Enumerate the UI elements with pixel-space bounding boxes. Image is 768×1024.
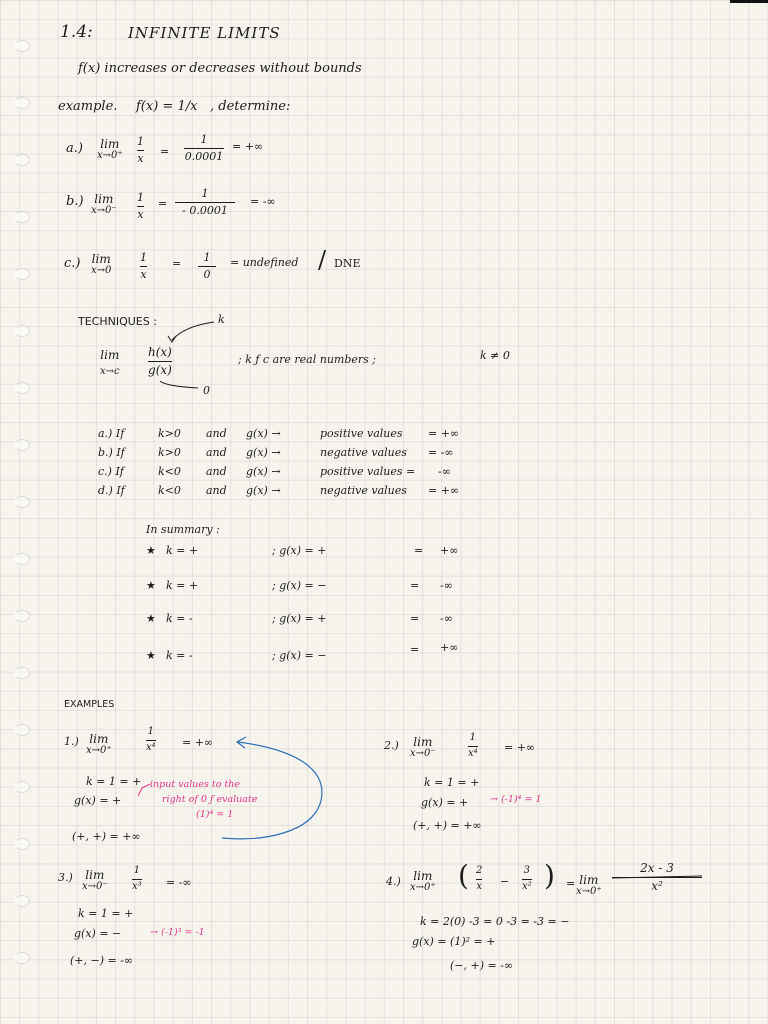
- part-c-slash: /: [318, 246, 327, 274]
- rule-g: g(x) →: [246, 427, 281, 440]
- part-a-fraction-2: 1 0.0001: [184, 133, 224, 163]
- ex4-right-paren: ): [544, 859, 555, 892]
- rule-result: = +∞: [428, 484, 460, 497]
- ex1-note-line2: right of 0 ƒ evaluate: [162, 794, 258, 805]
- example-instruction: , determine:: [210, 99, 291, 114]
- summary-eq: =: [410, 579, 420, 592]
- ex2-pink: → (-1)⁴ = 1: [490, 794, 542, 805]
- ex1-limit: lim x→0⁺: [86, 732, 112, 756]
- ex2-k: k = 1 = +: [424, 776, 480, 789]
- part-a-result: = +∞: [232, 140, 264, 153]
- ex4-signs: (−, +) = -∞: [450, 959, 514, 972]
- example-function: f(x) = 1/x: [136, 99, 198, 114]
- star-icon: ★: [146, 579, 156, 592]
- ex4-label: 4.): [386, 875, 401, 888]
- ex2-result: = +∞: [504, 741, 536, 754]
- part-b-fraction-2: 1 - 0.0001: [175, 188, 235, 216]
- star-icon: ★: [146, 612, 156, 625]
- part-c-fraction: 1 x: [140, 251, 147, 281]
- rule-g: g(x) →: [246, 484, 281, 497]
- ex4-left-paren: (: [458, 859, 469, 892]
- ex3-fraction: 1 x³: [132, 865, 142, 892]
- summary-title: In summary :: [146, 523, 220, 536]
- part-c-result: = undefined: [230, 256, 299, 269]
- ex4-equals: =: [566, 877, 576, 890]
- ex4-fraction-b: 3 x²: [522, 865, 532, 892]
- part-b-limit: lim x→0⁻: [91, 192, 117, 216]
- ex3-limit: lim x→0⁻: [82, 868, 108, 892]
- part-c-dne: DNE: [334, 257, 361, 270]
- part-b-equals: =: [158, 197, 168, 210]
- ex4-g: g(x) = (1)² = +: [412, 935, 496, 948]
- summary-result: +∞: [440, 641, 459, 654]
- summary-g: ; g(x) = −: [272, 649, 327, 662]
- part-b-label: b.): [66, 194, 84, 209]
- summary-k: k = +: [166, 579, 199, 592]
- ex4-limit-2: lim x→0⁺: [576, 873, 602, 897]
- ex4-minus: −: [500, 875, 510, 888]
- ex1-result: = +∞: [182, 736, 214, 749]
- section-number: 1.4:: [60, 22, 93, 42]
- techniques-zero-note: 0: [203, 384, 210, 397]
- ex2-fraction: 1 x⁴: [468, 732, 478, 759]
- rule-desc: positive values: [320, 427, 403, 440]
- rule-g: g(x) →: [246, 446, 281, 459]
- rule-and: and: [206, 484, 227, 497]
- star-icon: ★: [146, 649, 156, 662]
- ex4-fraction-a: 2 x: [476, 865, 483, 892]
- part-c-limit: lim x→0: [91, 252, 112, 276]
- ex2-label: 2.): [384, 739, 399, 752]
- ex3-pink: → (-1)³ = -1: [150, 927, 205, 938]
- ex1-fraction: 1 x⁴: [146, 726, 156, 753]
- techniques-fraction: h(x) g(x): [148, 345, 172, 377]
- summary-eq: =: [410, 643, 420, 656]
- ex2-g: g(x) = +: [421, 796, 469, 809]
- example-label: example.: [58, 99, 118, 114]
- summary-g: ; g(x) = +: [272, 612, 327, 625]
- pink-check-icon: [138, 784, 150, 796]
- page-title: INFINITE LIMITS: [128, 24, 281, 42]
- rule-desc: negative values: [320, 484, 407, 497]
- ex1-signs: (+, +) = +∞: [72, 830, 141, 843]
- summary-k: k = -: [166, 649, 193, 662]
- techniques-condition: ; k ƒ c are real numbers ;: [238, 353, 377, 366]
- rule-k: k>0: [158, 446, 181, 459]
- part-c-label: c.): [64, 256, 81, 271]
- part-a-limit: lim x→0⁺: [97, 137, 123, 161]
- ex3-signs: (+, −) = -∞: [70, 954, 134, 967]
- ex1-label: 1.): [64, 735, 79, 748]
- ex1-note-line3: (1)⁴ = 1: [196, 809, 234, 820]
- k-arrow-icon: [172, 322, 214, 340]
- rule-desc: negative values: [320, 446, 407, 459]
- rule-label: b.) If: [98, 446, 125, 459]
- rule-result: = +∞: [428, 427, 460, 440]
- summary-result: -∞: [440, 612, 453, 625]
- rule-label: c.) If: [98, 465, 124, 478]
- ex2-signs: (+, +) = +∞: [413, 819, 482, 832]
- rule-and: and: [206, 446, 227, 459]
- rule-k: k<0: [158, 484, 181, 497]
- examples-title: EXAMPLES: [64, 699, 115, 710]
- part-a-label: a.): [66, 141, 83, 156]
- techniques-limit: lim x→c: [100, 348, 120, 377]
- ex1-g: g(x) = +: [74, 794, 122, 807]
- part-b-fraction: 1 x: [137, 191, 144, 221]
- ex4-k: k = 2(0) -3 = 0 -3 = -3 = −: [420, 915, 570, 928]
- ex3-label: 3.): [58, 871, 73, 884]
- part-c-equals: =: [172, 257, 182, 270]
- definition-text: f(x) increases or decreases without bounds: [78, 61, 362, 76]
- part-b-result: = -∞: [250, 195, 276, 208]
- ex3-k: k = 1 = +: [78, 907, 134, 920]
- rule-k: k<0: [158, 465, 181, 478]
- ex2-limit: lim x→0⁻: [410, 735, 436, 759]
- ex3-g: g(x) = −: [74, 927, 122, 940]
- techniques-title: TECHNIQUES :: [78, 315, 157, 328]
- rule-result: = -∞: [428, 446, 454, 459]
- part-a-equals: =: [160, 145, 170, 158]
- ex1-k: k = 1 = +: [86, 775, 142, 788]
- rule-label: a.) If: [98, 427, 125, 440]
- techniques-k-neq: k ≠ 0: [480, 349, 510, 362]
- summary-eq: =: [410, 612, 420, 625]
- rule-k: k>0: [158, 427, 181, 440]
- summary-g: ; g(x) = +: [272, 544, 327, 557]
- part-a-fraction: 1 x: [137, 135, 144, 165]
- summary-result: -∞: [440, 579, 453, 592]
- ex4-limit: lim x→0⁺: [410, 869, 436, 893]
- zero-pointer-icon: [160, 381, 198, 388]
- summary-k: k = +: [166, 544, 199, 557]
- rule-desc: positive values =: [320, 465, 416, 478]
- rule-result: -∞: [438, 465, 451, 478]
- rule-label: d.) If: [98, 484, 125, 497]
- ex1-note-line1: input values to the: [150, 779, 241, 790]
- ex3-result: = -∞: [166, 876, 192, 889]
- summary-result: +∞: [440, 544, 459, 557]
- techniques-k-note: k: [218, 313, 225, 326]
- summary-eq: =: [414, 544, 424, 557]
- rule-g: g(x) →: [246, 465, 281, 478]
- rule-and: and: [206, 427, 227, 440]
- rule-and: and: [206, 465, 227, 478]
- summary-g: ; g(x) = −: [272, 579, 327, 592]
- summary-k: k = -: [166, 612, 193, 625]
- blue-curve-arrow-icon: [222, 742, 322, 839]
- ex4-fraction-c: 2x - 3 x²: [612, 862, 702, 892]
- star-icon: ★: [146, 544, 156, 557]
- part-c-fraction-2: 1 0: [198, 252, 216, 280]
